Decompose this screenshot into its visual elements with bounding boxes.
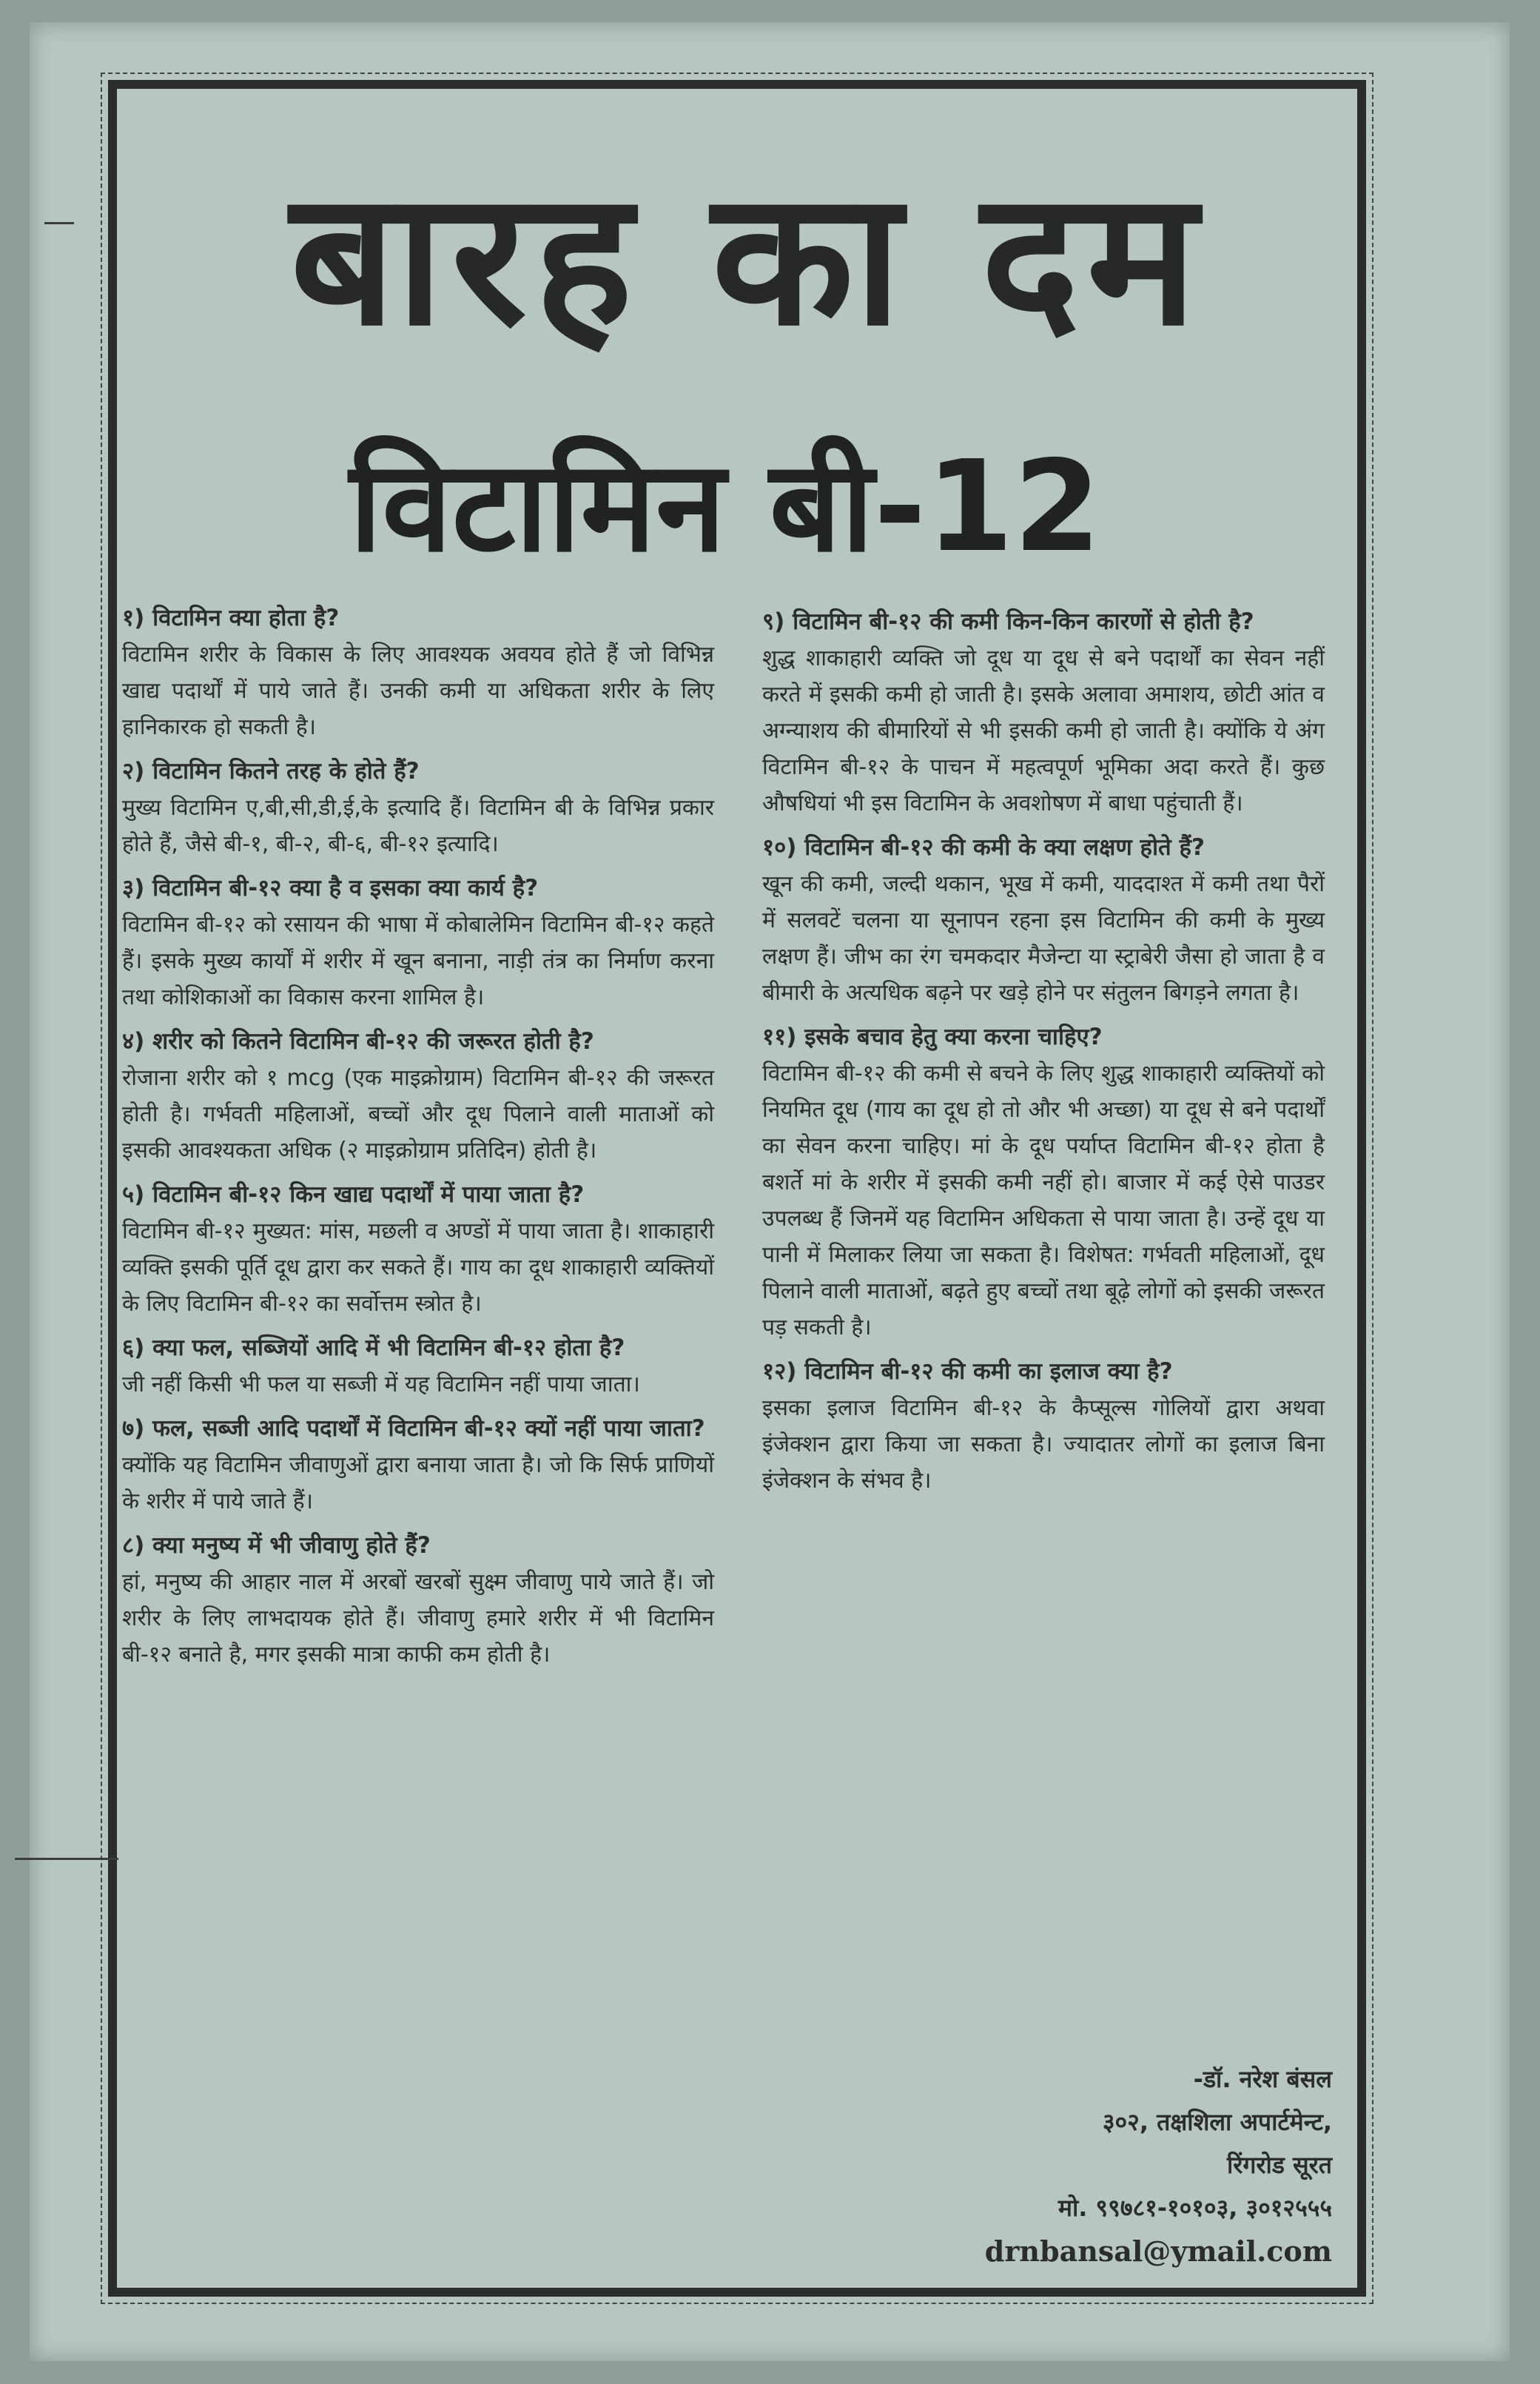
answer: मुख्य विटामिन ए,बी,सी,डी,ई,के इत्यादि हैं। विटामिन बी के विभिन्न प्रकार होते हैं, जैसे बी-१, बी-२, बी-६, बी-१२ इत्यादि। [122, 795, 714, 857]
scan-mark [15, 1858, 118, 1860]
question: ६) क्या फल, सब्जियों आदि में भी विटामिन बी-१२ होता है? [122, 1334, 625, 1361]
masthead-title: बारह का दम [290, 151, 1205, 366]
qa-item [122, 1527, 714, 1673]
author-phone: मो. ९९७८१-१०१०३, ३०१२५५५ [1058, 2194, 1332, 2222]
question: ९) विटामिन बी-१२ की कमी किन-किन कारणों से होती है? [762, 608, 1254, 635]
question: ११) इसके बचाव हेतु क्या करना चाहिए? [762, 1024, 1103, 1050]
answer: खून की कमी, जल्दी थकान, भूख में कमी, याददाश्त में कमी तथा पैरों में सलवटें चलना या सूनापन रहना इस विटामिन की कमी के मुख्य लक्षण हैं। जीभ का रंग चमकदार मैजेन्टा या स्ट्राबेरी जैसा हो जाता है व बीमारी के अत्यधिक बढ़ने पर खड़े होने पर संतुलन बिगड़ने लगता है। [762, 871, 1325, 1006]
qa-item [122, 1176, 714, 1322]
question: ८) क्या मनुष्य में भी जीवाणु होते हैं? [122, 1532, 431, 1559]
question: ३) विटामिन बी-१२ क्या है व इसका क्या कार्य है? [122, 875, 539, 901]
answer: शुद्ध शाकाहारी व्यक्ति जो दूध या दूध से बने पदार्थों का सेवन नहीं करते में इसकी कमी हो जाती है। इसके अलावा अमाशय, छोटी आंत व अग्न्याशय की बीमारियों से भी इसकी कमी हो जाती है। क्योंकि ये अंग विटामिन बी-१२ के पाचन में महत्वपूर्ण भूमिका अदा करते हैं। कुछ औषधियां भी इस विटामिन के अवशोषण में बाधा पहुंचाती हैं। [762, 645, 1325, 816]
scan-mark [44, 222, 74, 224]
question: १०) विटामिन बी-१२ की कमी के क्या लक्षण होते हैं? [762, 834, 1205, 861]
question: ७) फल, सब्जी आदि पदार्थों में विटामिन बी-१२ क्यों नहीं पाया जाता? [122, 1415, 705, 1442]
question: ५) विटामिन बी-१२ किन खाद्य पदार्थों में पाया जाता है? [122, 1181, 585, 1208]
right-column [762, 603, 1325, 2069]
author-email: drnbansal@ymail.com [984, 2234, 1332, 2268]
answer: इसका इलाज विटामिन बी-१२ के कैप्सूल्स गोलियों द्वारा अथवा इंजेक्शन द्वारा किया जा सकता है। ज्यादातर लोगों का इलाज बिना इंजेक्शन के संभव है। [762, 1395, 1325, 1494]
answer: विटामिन शरीर के विकास के लिए आवश्यक अवयव होते हैं जो विभिन्न खाद्य पदार्थों में पाये जाते हैं। उनकी कमी या अधिकता शरीर के लिए हानिकारक हो सकती है। [122, 642, 714, 740]
article-headline: विटामिन बी-12 [349, 434, 1101, 580]
author-signature-block [844, 2058, 1332, 2280]
question: १२) विटामिन बी-१२ की कमी का इलाज क्या है? [762, 1358, 1173, 1385]
qa-item [122, 1023, 714, 1169]
author-address-line1: ३०२, तक्षशिला अपार्टमेन्ट, [1102, 2108, 1332, 2136]
answer: विटामिन बी-१२ की कमी से बचने के लिए शुद्ध शाकाहारी व्यक्तियों को नियमित दूध (गाय का दूध हो तो और भी अच्छा) या दूध से बने पदार्थों का सेवन करना चाहिए। मां के दूध पर्याप्त विटामिन बी-१२ होता है बशर्ते मां के शरीर में इसकी कमी नहीं हो। बाजार में कई ऐसे पाउडर उपलब्ध हैं जिनमें यह विटामिन अधिकता से पाया जाता है। उन्हें दूध या पानी में मिलाकर लिया जा सकता है। विशेषत: गर्भवती महिलाओं, दूध पिलाने वाली माताओं, बढ़ते हुए बच्चों तथा बूढ़े लोगों को इसकी जरूरत पड़ सकती है। [762, 1061, 1325, 1340]
qa-item [122, 870, 714, 1015]
question: २) विटामिन कितने तरह के होते हैं? [122, 758, 420, 785]
qa-item [762, 603, 1325, 822]
qa-item [122, 600, 714, 745]
qa-item [122, 753, 714, 862]
author-name: -डॉ. नरेश बंसल [1193, 2065, 1332, 2093]
qa-item [122, 1410, 714, 1520]
qa-item [762, 1353, 1325, 1499]
answer: रोजाना शरीर को १ mcg (एक माइक्रोग्राम) विटामिन बी-१२ की जरूरत होती है। गर्भवती महिलाओं, बच्चों और दूध पिलाने वाली माताओं को इसकी आवश्यकता अधिक (२ माइक्रोग्राम प्रतिदिन) होती है। [122, 1065, 714, 1164]
question: ४) शरीर को कितने विटामिन बी-१२ की जरूरत होती है? [122, 1028, 594, 1055]
qa-item [122, 1329, 714, 1403]
answer: विटामिन बी-१२ को रसायन की भाषा में कोबालेमिन विटामिन बी-१२ कहते हैं। इसके मुख्य कार्यों में शरीर में खून बनाना, नाड़ी तंत्र का निर्माण करना तथा कोशिकाओं का विकास करना शामिल है। [122, 912, 714, 1010]
question: १) विटामिन क्या होता है? [122, 605, 340, 631]
qa-item [762, 1018, 1325, 1346]
qa-item [762, 829, 1325, 1011]
author-address-line2: रिंगरोड सूरत [1227, 2151, 1332, 2179]
answer: हां, मनुष्य की आहार नाल में अरबों खरबों सुक्ष्म जीवाणु पाये जाते हैं। जो शरीर के लिए लाभदायक होते हैं। जीवाणु हमारे शरीर में भी विटामिन बी-१२ बनाते है, मगर इसकी मात्रा काफी कम होती है। [122, 1569, 714, 1668]
answer: क्योंकि यह विटामिन जीवाणुओं द्वारा बनाया जाता है। जो कि सिर्फ प्राणियों के शरीर में पाये जाते हैं। [122, 1452, 714, 1514]
left-column [122, 600, 714, 2243]
answer: जी नहीं किसी भी फल या सब्जी में यह विटामिन नहीं पाया जाता। [122, 1371, 640, 1397]
answer: विटामिन बी-१२ मुख्यत: मांस, मछली व अण्डों में पाया जाता है। शाकाहारी व्यक्ति इसकी पूर्ति दूध द्वारा कर सकते हैं। गाय का दूध शाकाहारी व्यक्तियों के लिए विटामिन बी-१२ का सर्वोत्तम स्त्रोत है। [122, 1218, 714, 1317]
